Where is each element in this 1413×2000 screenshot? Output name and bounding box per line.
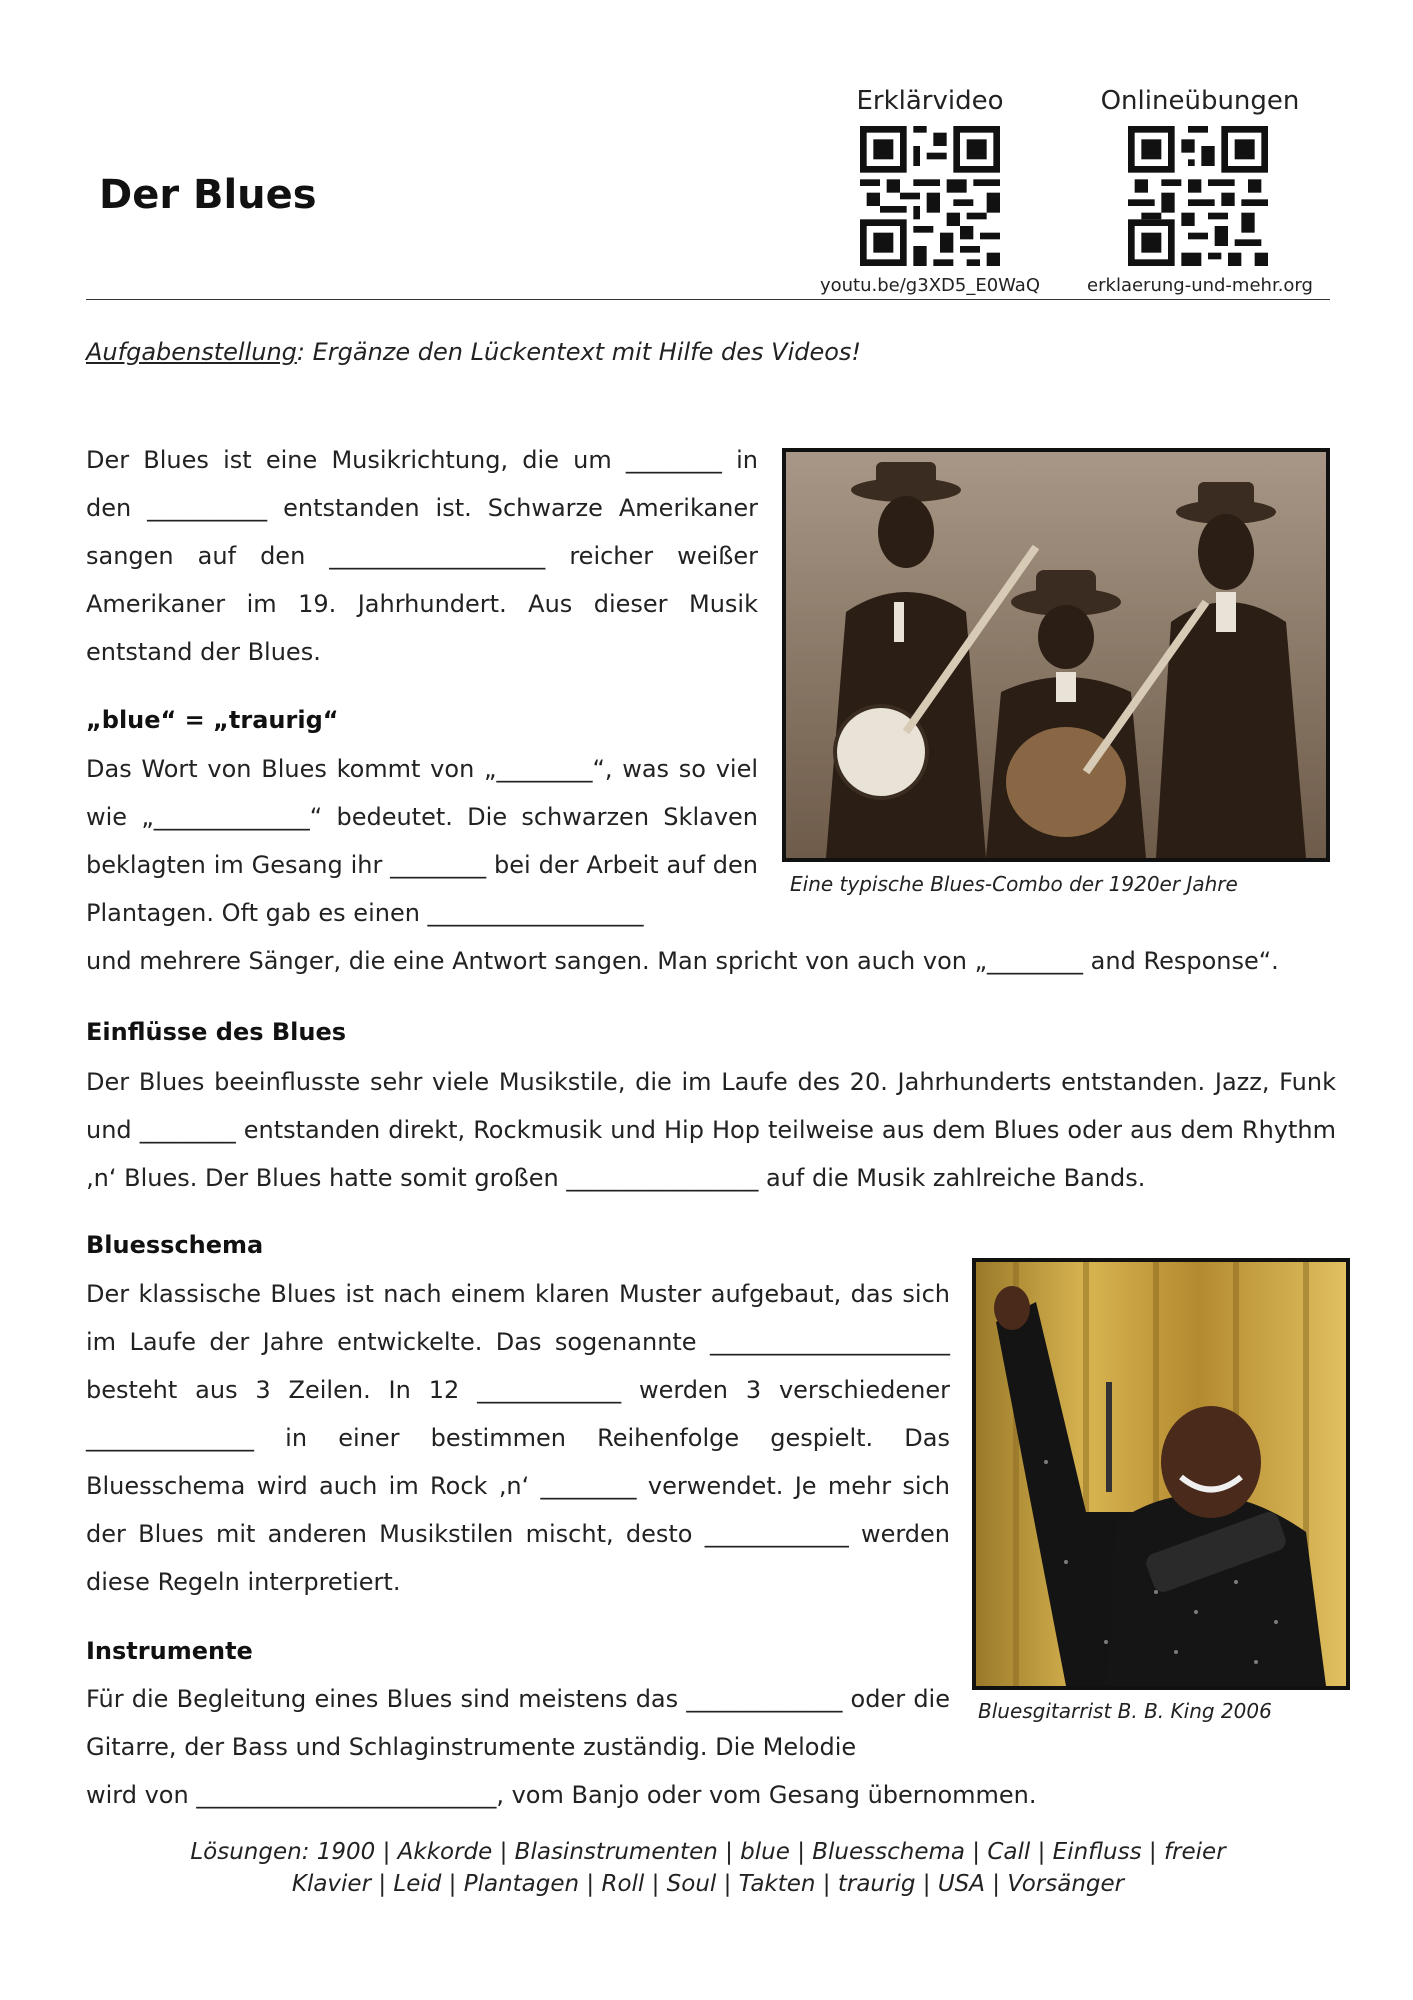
intro-paragraph [86, 436, 758, 676]
section-heading-instruments: Instrumente [86, 1637, 253, 1665]
exercise-qr-label: Onlineübungen [1100, 86, 1300, 116]
header-divider [86, 299, 1330, 300]
instruments-text-full: wird von _________________________, vom Banjo oder vom Gesang übernommen. [86, 1781, 1037, 1809]
solutions-line-2: Klavier | Leid | Plantagen | Roll | Soul | Takten | traurig | USA | Vorsänger [291, 1871, 1125, 1897]
section-heading-schema: Bluesschema [86, 1231, 264, 1259]
blues-combo-caption: Eine typische Blues-Combo der 1920er Jahre [790, 872, 1238, 896]
task-label: Aufgabenstellung [86, 338, 297, 366]
page-title: Der Blues [99, 172, 317, 218]
blue-text-wrapped: Das Wort von Blues kommt von „________“, was so viel wie „_____________“ bedeutet. Die schwarzen Sklaven beklagten im Gesang ihr ________ bei der Arbeit auf den Plantagen. Oft gab es einen __________________ [86, 755, 758, 927]
instruments-paragraph [86, 1675, 950, 1771]
blue-paragraph [86, 745, 758, 937]
exercise-qr-code[interactable] [1128, 126, 1268, 266]
schema-paragraph [86, 1270, 950, 1606]
blue-paragraph-continued [86, 937, 1336, 985]
instruments-paragraph-continued [86, 1771, 1336, 1819]
video-qr-code[interactable] [860, 126, 1000, 266]
video-url[interactable]: youtu.be/g3XD5_E0WaQ [819, 275, 1041, 296]
task-text: : Ergänze den Lückentext mit Hilfe des Videos! [296, 338, 862, 366]
schema-text: Der klassische Blues ist nach einem klaren Muster aufgebaut, das sich im Laufe der Jahre entwickelte. Das sogenannte ____________________ besteht aus 3 Zeilen. In 12 ____________ werden 3 verschiedener ______________ in einer bestimmen Reihenfolge gespielt. Das Bluesschema wird auch im Rock ‚n‘ ________ verwendet. Je mehr sich der Blues mit anderen Musikstilen mischt, desto ____________ werden diese Regeln interpretiert. [86, 1280, 950, 1596]
section-heading-blue: „blue“ = „traurig“ [86, 706, 339, 734]
solutions-box [86, 1836, 1330, 1900]
bb-king-caption: Bluesgitarrist B. B. King 2006 [978, 1699, 1272, 1723]
influence-paragraph [86, 1058, 1336, 1202]
instruments-text-wrapped: Für die Begleitung eines Blues sind meistens das _____________ oder die Gitarre, der Bass und Schlaginstrumente zuständig. Die Melodie [86, 1685, 950, 1761]
influence-text: Der Blues beeinflusste sehr viele Musikstile, die im Laufe des 20. Jahrhunderts entstanden. Jazz, Funk und ________ entstanden direkt, Rockmusik und Hip Hop teilweise aus dem Blues oder aus dem Rhythm ‚n‘ Blues. Der Blues hatte somit großen ________________ auf die Musik zahlreiche Bands. [86, 1068, 1336, 1192]
task-instruction [86, 338, 861, 366]
solutions-line-1: Lösungen: 1900 | Akkorde | Blasinstrumenten | blue | Bluesschema | Call | Einfluss | freier [190, 1839, 1226, 1865]
blue-text-full: und mehrere Sänger, die eine Antwort sangen. Man spricht von auch von „________ and Response“. [86, 947, 1279, 975]
blues-combo-photo [782, 448, 1330, 862]
video-qr-label: Erklärvideo [856, 86, 1004, 116]
exercise-url[interactable]: erklaerung-und-mehr.org [1087, 275, 1313, 296]
bb-king-photo [972, 1258, 1350, 1690]
intro-text: Der Blues ist eine Musikrichtung, die um ________ in den __________ entstanden ist. Schwarze Amerikaner sangen auf den __________________ reicher weißer Amerikaner im 19. Jahrhundert. Aus dieser Musik entstand der Blues. [86, 446, 758, 666]
section-heading-influence: Einflüsse des Blues [86, 1018, 347, 1046]
